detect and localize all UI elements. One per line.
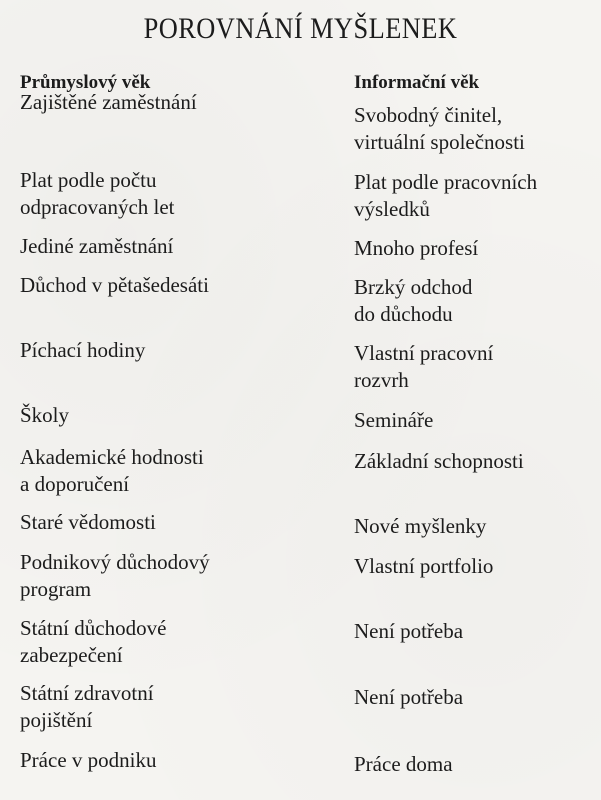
industrial-item: Státní zdravotní pojištění: [20, 681, 154, 732]
information-item: Vlastní pracovní rozvrh: [354, 341, 494, 392]
information-item: Není potřeba: [354, 685, 464, 709]
industrial-item: Plat podle počtu odpracovaných let: [20, 168, 175, 219]
industrial-item: Důchod v pětašedesáti: [20, 273, 209, 297]
information-item: Základní schopnosti: [354, 449, 524, 473]
industrial-item: Jediné zaměstnání: [20, 234, 174, 258]
information-item: Vlastní portfolio: [354, 554, 494, 578]
industrial-item: Zajištěné zaměstnání: [20, 90, 197, 114]
industrial-item: Státní důchodové zabezpečení: [20, 616, 167, 667]
information-item: Brzký odchod do důchodu: [354, 275, 473, 326]
industrial-item: Podnikový důchodový program: [20, 550, 210, 601]
industrial-item: Akademické hodnosti a doporučení: [20, 445, 204, 496]
industrial-item: Školy: [20, 403, 70, 427]
information-item: Svobodný činitel, virtuální společnosti: [354, 103, 525, 154]
information-age-header: Informační věk: [354, 72, 480, 93]
industrial-item: Staré vědomosti: [20, 510, 156, 534]
information-item: Nové myšlenky: [354, 514, 487, 538]
page-title: POROVNÁNÍ MYŠLENEK: [143, 12, 458, 45]
industrial-item: Píchací hodiny: [20, 338, 146, 362]
information-item: Práce doma: [354, 752, 453, 776]
industrial-age-header: Průmyslový věk: [20, 72, 151, 93]
information-item: Semináře: [354, 408, 434, 432]
information-item: Mnoho profesí: [354, 236, 479, 260]
information-item: Plat podle pracovních výsledků: [354, 170, 538, 221]
information-item: Není potřeba: [354, 619, 464, 643]
industrial-item: Práce v podniku: [20, 748, 157, 772]
